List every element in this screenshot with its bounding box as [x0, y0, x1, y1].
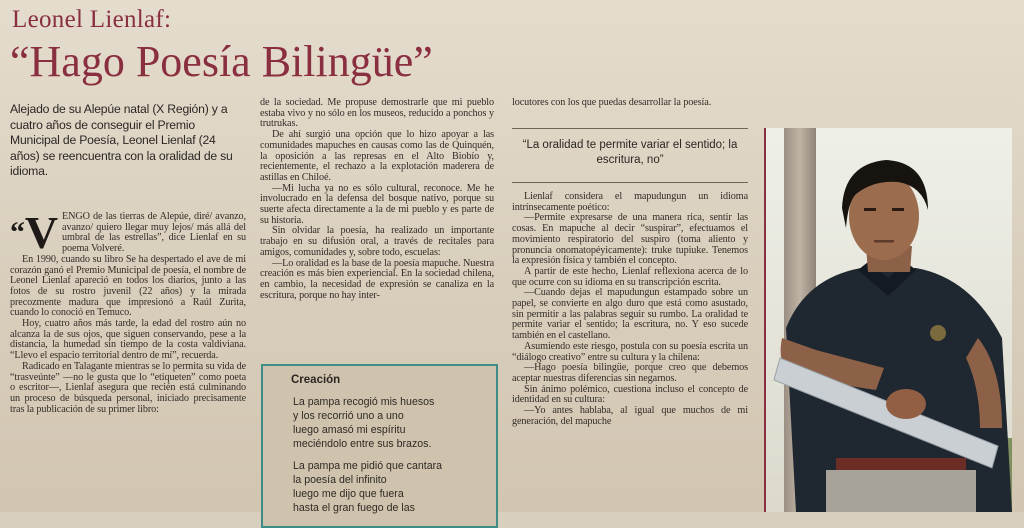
paragraph: —Hago poesía bilingüe, porque creo que debemos aceptar nuestras diferencias sin negarnos. [512, 362, 748, 384]
paragraph: —Permite expresarse de una manera rica, sentir las cosas. En mapuche al decir “suspirar”, efectuamos el movimiento respiratorio del suspiro (toma aliento y pronuncia onomatopéyicamente): truke tupiuke. Tenemos la expresión física y también el concepto. [512, 212, 748, 267]
poem-box [261, 364, 498, 528]
paragraph: En 1990, cuando su libro Se ha despertado el ave de mi corazón ganó el Premio Municipal de poesía, el nombre de Leonel Lienlaf apareció en todos los diarios, junto a las fotos de su rostro juvenil (22 años) y la mirada precozmente madura que impresionó a Raúl Zurita, cuando lo conoció en Temuco. [10, 253, 246, 319]
article-kicker: Leonel Lienlaf: [12, 6, 172, 33]
article-headline: “Hago Poesía Bilingüe” [10, 37, 433, 86]
poem-line: hasta el gran fuego de las [293, 502, 415, 514]
paragraph: Radicado en Talagante mientras se lo permita su vida de “trasveúnte” —no le gusta que lo “etiqueten” como poeta o escritor—, Lienlaf asegura que recién está culminando un proceso de búsqueda personal, iniciado precisamente tras la publicación de su primer libro: [10, 360, 246, 415]
paragraph: ENGO de las tierras de Alepúe, diré/ avanzo, avanzo/ quiero llegar muy lejos/ más allá del umbral de las estrellas”, dice Lienlaf en su poema Volveré. [62, 211, 246, 255]
paragraph: —Yo antes hablaba, al igual que muchos de mi generación, del mapuche [512, 405, 748, 427]
paragraph: De ahí surgió una opción que lo hizo apoyar a las comunidades mapuches en causas como las de Quinquén, la oposición a las represas en el Alto Biobío y, recientemente, el rechazo a la explotación maderera de astillas en Chiloé. [260, 129, 494, 183]
left-eye [864, 208, 876, 211]
poem-line: La pampa me pidió que cantara [293, 460, 443, 472]
paragraph: Asumiendo este riesgo, postula con su poesía escrita un “diálogo creativo” entre su cultura y la chilena: [512, 340, 748, 363]
drop-cap-letter: V [24, 207, 59, 258]
paragraph: de la sociedad. Me propuse demostrarle que mi pueblo estaba vivo y no sólo en los museos, reducido a ponchos y trutrukas. [260, 97, 494, 130]
poem-line: La pampa recogió mis huesos [293, 396, 435, 408]
poem-title: Creación [291, 374, 341, 386]
portrait-figure [766, 128, 1012, 512]
poem-line: la poesía del infinito [293, 474, 387, 486]
poem-line: meciéndolo entre sus brazos. [293, 438, 432, 450]
portrait-photo [764, 128, 1012, 512]
pull-quote: “La oralidad te permite variar el sentido; la escritura, no” [522, 139, 738, 166]
mouth [874, 240, 894, 243]
paragraph: —Lo oralidad es la base de la poesía mapuche. Nuestra creación es más bien experiencial. En la sociedad chilena, en cambio, la necesidad de expresión se canaliza en la escritura, porque no hay inter- [260, 257, 494, 301]
poem-line: y los recorrió uno a uno [293, 410, 404, 422]
right-hand [886, 389, 926, 419]
paragraph: —Cuando dejas el mapudungun estampado sobre un papel, se convierte en algo duro que está como asustado, sin permitir a las palabras seguir su rumbo. La oralidad te permite variar el sentido; la escritura, no. Y eso sucede también en el castellano. [512, 287, 748, 342]
drop-cap [10, 207, 59, 258]
paragraph: —Mi lucha ya no es sólo cultural, reconoce. Me he involucrado en la defensa del bosque nativo, porque su suerte afecta directamente a la de mi pueblo y es parte de su historia. [260, 182, 494, 226]
pullquote-rule-bottom [512, 182, 748, 183]
right-eye [892, 208, 904, 211]
pullquote-rule-top [512, 128, 748, 129]
poem-line: luego amasó mi espíritu [293, 424, 406, 436]
poem-line: luego me dijo que fuera [293, 488, 404, 500]
paragraph: Sin ánimo polémico, cuestiona incluso el concepto de identidad en su cultura: [512, 383, 748, 406]
trousers [826, 470, 976, 512]
shirt-emblem [930, 325, 946, 341]
article-deck: Alejado de su Alepúe natal (X Región) y a cuatro años de conseguir el Premio Municipal de Poesía, Leonel Lienlaf (24 años) se reencuentra con la oralidad de su idioma. [10, 102, 233, 179]
article-column-3-top [512, 98, 748, 109]
drop-cap-quote: “ [10, 216, 25, 249]
paragraph: Lienlaf considera el mapudungun un idioma intrínsecamente poético: [512, 191, 748, 213]
paragraph: locutores con los que puedas desarrollar la poesía. [512, 97, 712, 108]
paragraph: A partir de este hecho, Lienlaf reflexiona acerca de lo que ocurre con su idioma en su transcripción escrita. [512, 265, 748, 288]
belt [836, 458, 966, 472]
paragraph: Hoy, cuatro años más tarde, la edad del rostro aún no alcanza la de sus ojos, que siguen conservando, pese a la distancia, la humedad sin tiempo de la costa valdiviana. “Llevo el espacio territorial dentro de mí”, recuerda. [10, 318, 246, 362]
paragraph: Sin olvidar la poesía, ha realizado un importante trabajo en su difusión oral, a través de recitales para amigos, comunidades y, sobre todo, escuelas: [260, 225, 494, 258]
article-column-1 [10, 207, 246, 415]
article-column-3 [512, 192, 748, 427]
article-column-2 [260, 98, 494, 301]
